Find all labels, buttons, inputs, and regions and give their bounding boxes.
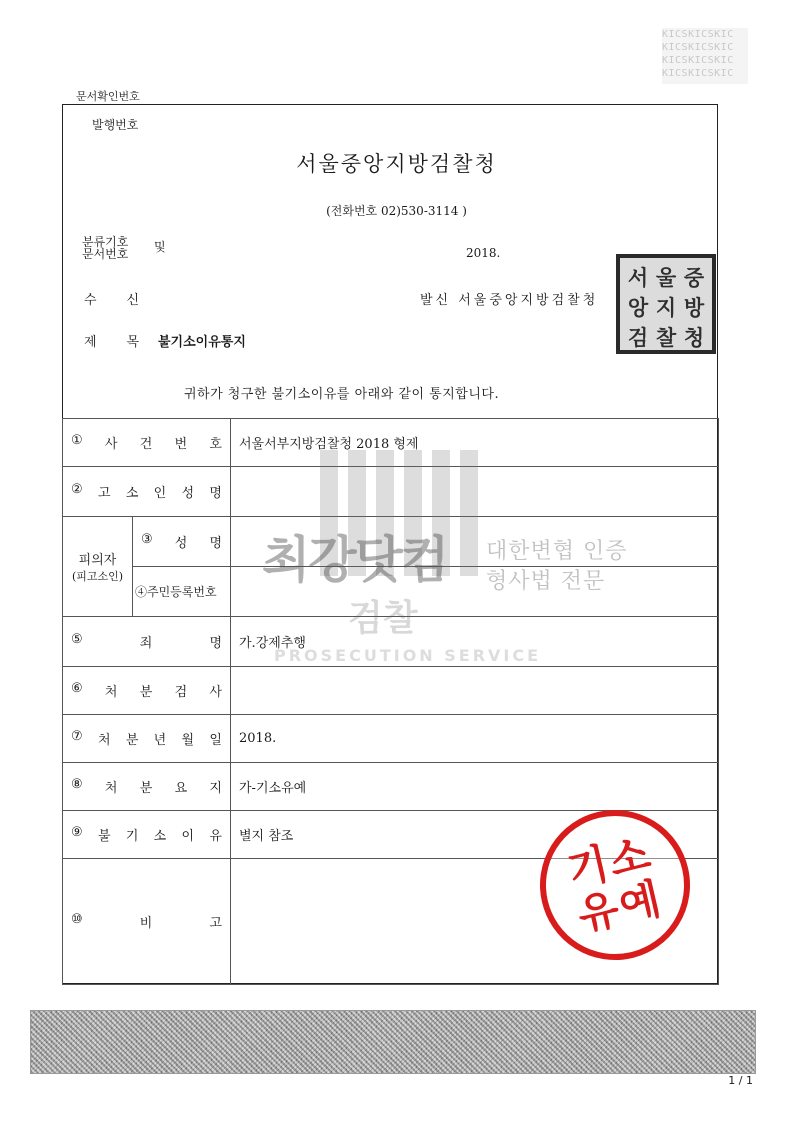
case-number-value: 서울서부지방검찰청 2018 형제: [231, 419, 719, 467]
table-row: [63, 467, 719, 517]
seal-char: 방: [683, 296, 705, 320]
resident-number-value: [231, 567, 719, 617]
watermark-english: PROSECUTION SERVICE: [274, 646, 542, 665]
disposition-date-value: 2018.: [231, 715, 719, 763]
kics-line: KICSKICSKIC: [662, 68, 734, 79]
watermark-side-line1: 대한변협 인증: [486, 539, 628, 564]
document-date: 2018.: [466, 246, 501, 260]
case-number-label: ① 사 건 번 호: [63, 419, 231, 467]
seal-char: 앙: [627, 296, 649, 320]
table-row: [63, 617, 719, 667]
table-row: [63, 715, 719, 763]
watermark-side-line2: 형사법 전문: [486, 569, 606, 594]
stamp-line1: 기소: [562, 828, 657, 896]
seal-char: 검: [627, 326, 649, 350]
prosecutor-label: ⑥ 처 분 검 사: [63, 667, 231, 715]
resident-number-label: ④주민등록번호: [133, 567, 231, 617]
seal-char: 청: [683, 326, 705, 350]
disposition-date-label: ⑦ 처 분 년 월 일: [63, 715, 231, 763]
sender: 발신 서울중앙지방검찰청: [420, 293, 599, 308]
kics-line: KICSKICSKIC: [662, 55, 734, 66]
table-row: [63, 517, 719, 567]
non-prosecution-reason-label: ⑨ 불 기 소 이 유: [63, 811, 231, 859]
agency-title: 서울중앙지방검찰청: [296, 152, 497, 176]
non-prosecution-reason-value: 별지 참조: [231, 811, 719, 859]
classification-and: 및: [154, 240, 166, 254]
seal-char: 울: [655, 266, 677, 290]
notice-text: 귀하가 청구한 불기소이유를 아래와 같이 통지합니다.: [184, 387, 500, 402]
page-number: 1 / 1: [728, 1074, 753, 1087]
recipient-label: 수신: [84, 293, 170, 308]
phone-number: (전화번호 02)530-3114 ): [326, 204, 467, 218]
table-row: [63, 567, 719, 617]
kics-line: KICSKICSKIC: [662, 29, 734, 40]
classification-label: [82, 236, 128, 260]
complainant-name-label: ② 고 소 인 성 명: [63, 467, 231, 517]
complainant-name-value: [231, 467, 719, 517]
classification-label-line1: 분류기호: [82, 235, 129, 249]
watermark-sub: 검찰: [348, 598, 418, 639]
disposition-summary-value: 가-기소유예: [231, 763, 719, 811]
subject-label: 제목: [84, 335, 170, 350]
prosecutor-value: [231, 667, 719, 715]
table-row: [63, 419, 719, 467]
seal-char: 지: [655, 296, 677, 320]
remarks-label: ⑩ 비 고: [63, 859, 231, 985]
seal-char: 찰: [655, 326, 677, 350]
crime-value: 가.강제추행: [231, 617, 719, 667]
stamp-line2: 유예: [573, 873, 668, 941]
watermark-main: 최강닷컴: [262, 531, 448, 589]
kics-line: KICSKICSKIC: [662, 42, 734, 53]
kics-watermark: [662, 28, 748, 84]
issue-number-label: 발행번호: [92, 118, 139, 132]
suspect-name-value: [231, 517, 719, 567]
subject-value: 불기소이유통지: [158, 335, 246, 350]
crime-label: ⑤ 죄 명: [63, 617, 231, 667]
disposition-summary-label: ⑧ 처 분 요 지: [63, 763, 231, 811]
seal-char: 서: [627, 266, 649, 290]
table-row: [63, 763, 719, 811]
doc-confirm-label: 문서확인번호: [76, 90, 140, 103]
table-row: [63, 667, 719, 715]
suspect-name-label: ③ 성 명: [133, 517, 231, 567]
redacted-footer-area: [30, 1010, 756, 1074]
classification-label-line2: 문서번호: [82, 247, 129, 261]
official-seal: [616, 254, 716, 354]
seal-char: 중: [683, 266, 705, 290]
suspect-group-label: 피의자 (피고소인): [63, 517, 133, 617]
